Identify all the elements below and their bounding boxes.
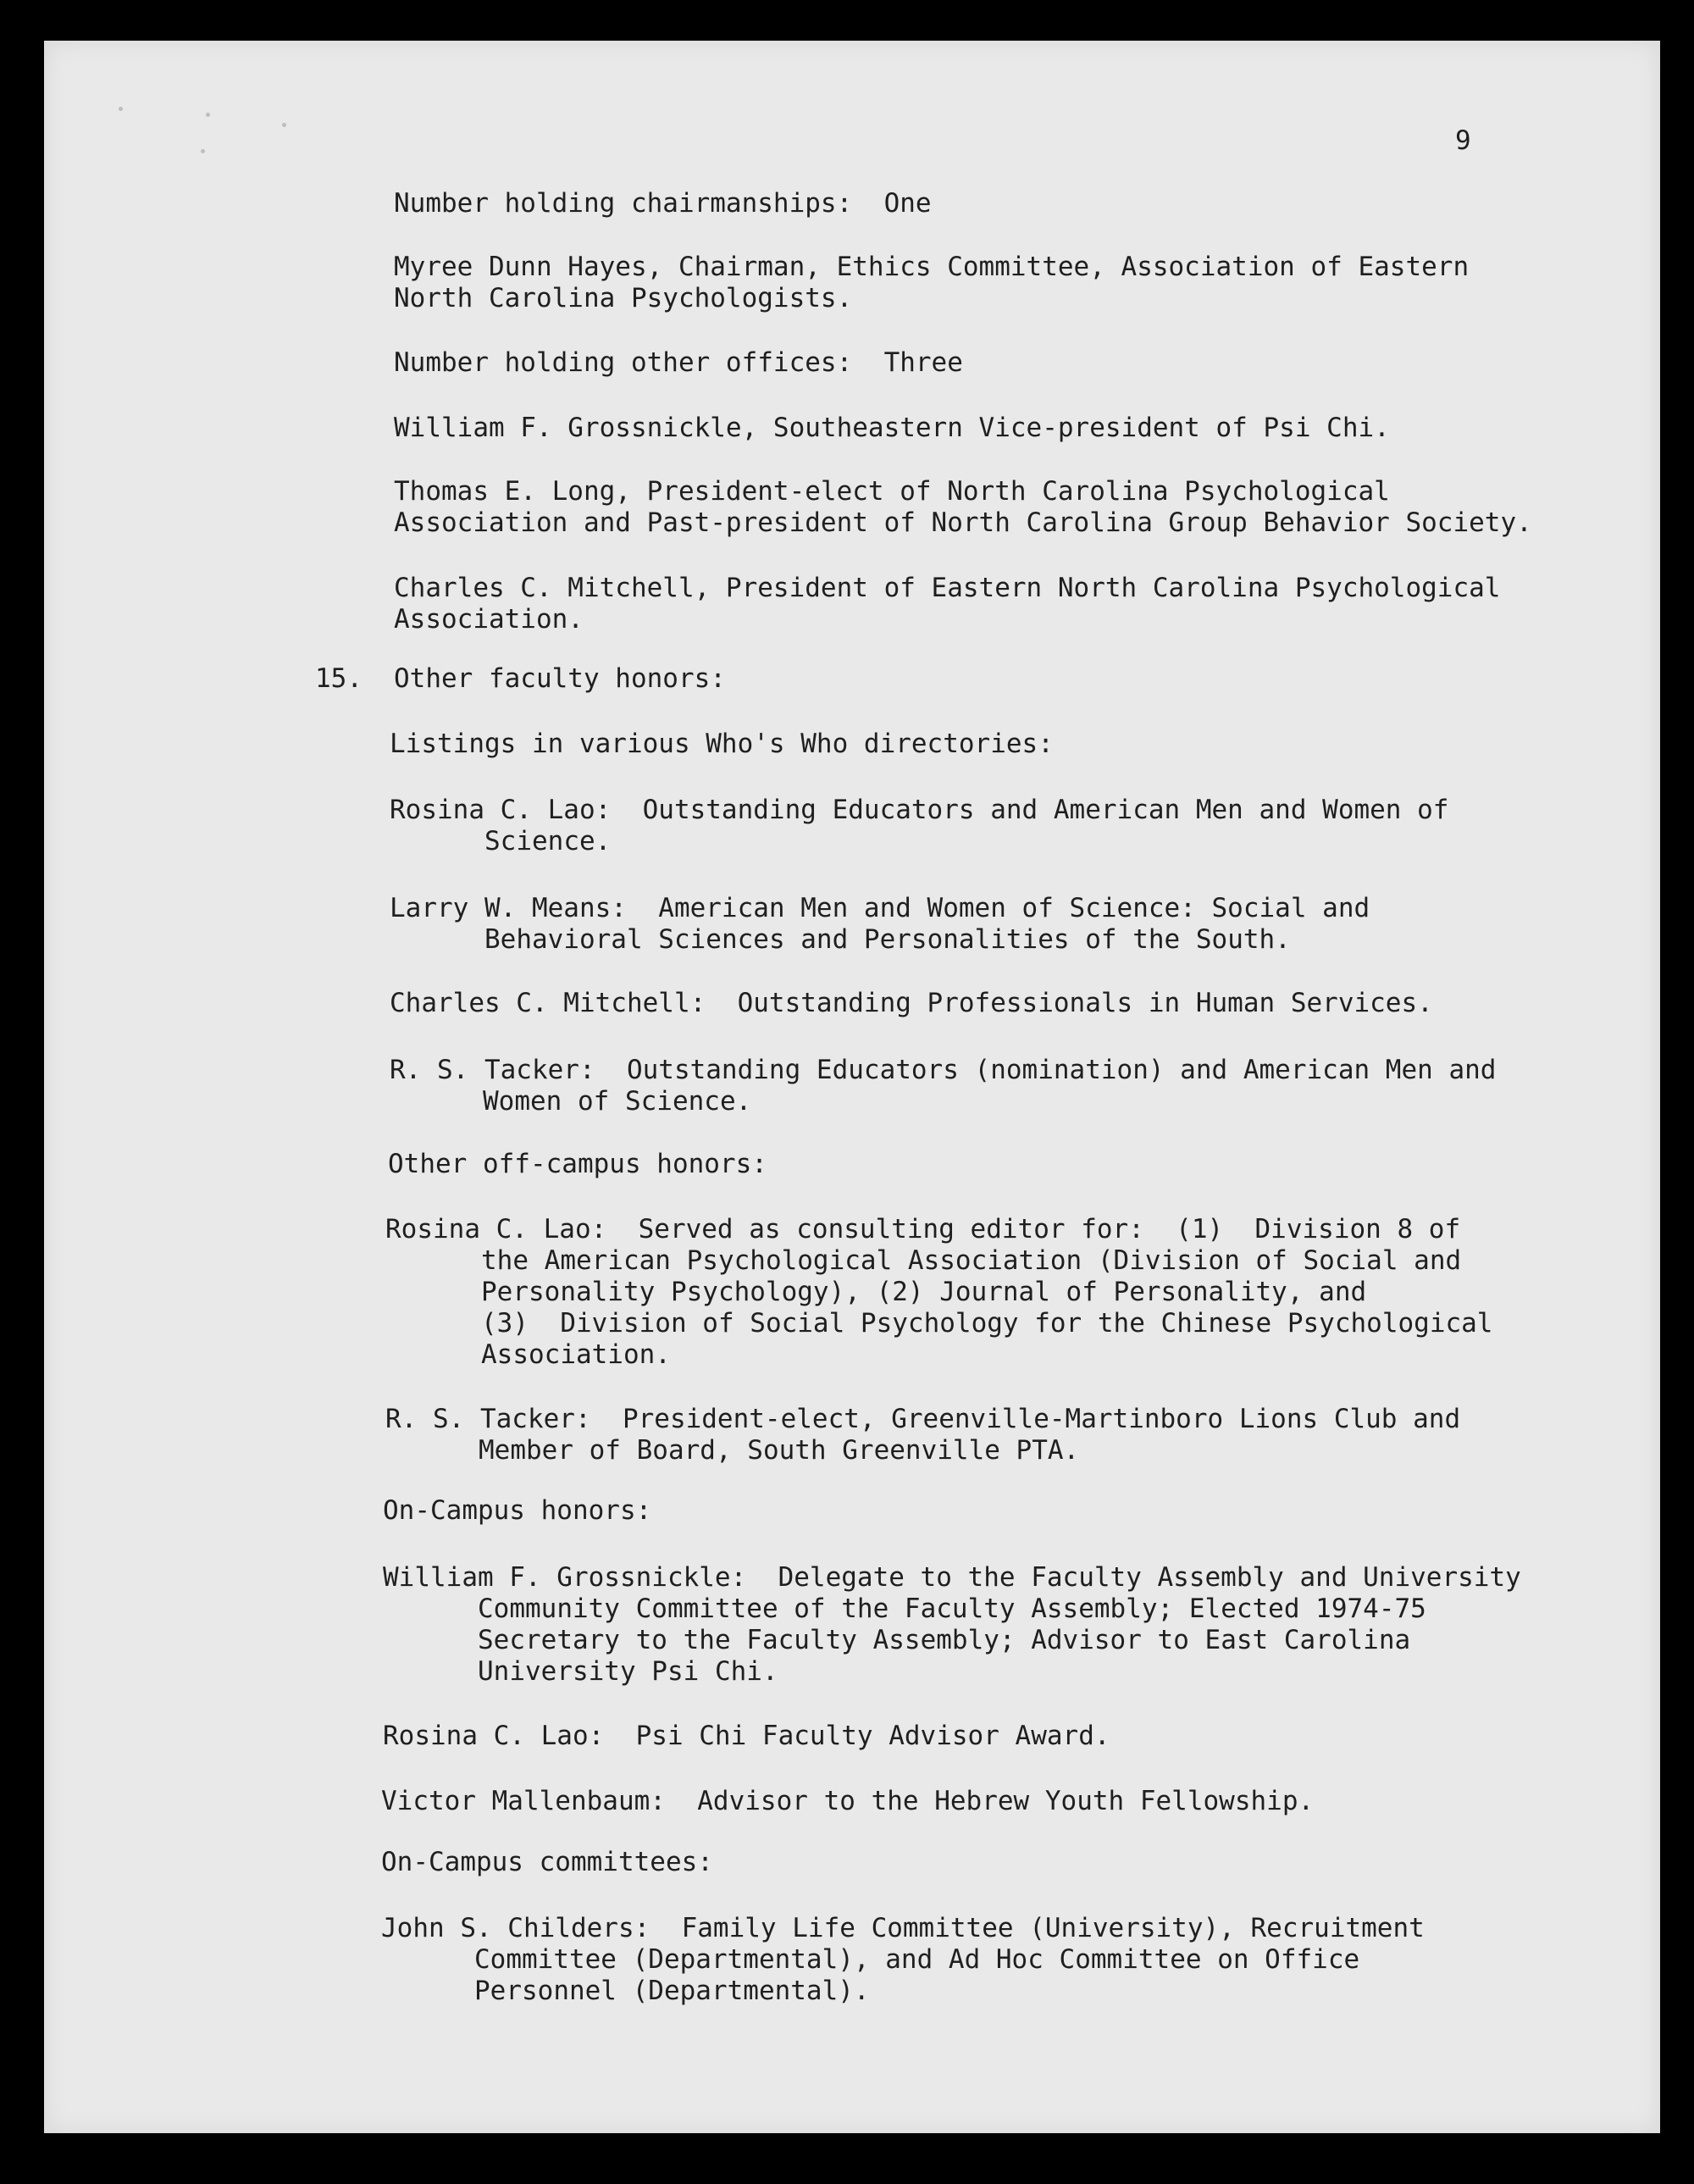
grossnickle-psi-chi: William F. Grossnickle, Southeastern Vice-president of Psi Chi. (394, 413, 1390, 443)
childers-line-2: Committee (Departmental), and Ad Hoc Committee on Office (474, 1944, 1360, 1975)
mallenbaum-line: Victor Mallenbaum: Advisor to the Hebrew Youth Fellowship. (381, 1786, 1315, 1816)
scan-speck (206, 113, 210, 117)
other-faculty-honors-heading: Other faculty honors: (394, 663, 726, 694)
scan-speck (282, 123, 286, 127)
lao-editor-1: Rosina C. Lao: Served as consulting editor for: (1) Division 8 of (385, 1214, 1461, 1244)
lao-editor-4: (3) Division of Social Psychology for the Chinese Psychological (481, 1308, 1493, 1339)
long-line-2: Association and Past-president of North Carolina Group Behavior Society. (394, 507, 1532, 538)
tacker-lions-1: R. S. Tacker: President-elect, Greenville-Martinboro Lions Club and (385, 1404, 1461, 1434)
lao-whos-who-1: Rosina C. Lao: Outstanding Educators and American Men and Women of (390, 795, 1449, 825)
page-number: 9 (1455, 125, 1471, 156)
lao-advisor-award: Rosina C. Lao: Psi Chi Faculty Advisor Award. (383, 1721, 1110, 1751)
off-campus-honors-heading: Other off-campus honors: (388, 1149, 767, 1179)
grossnickle-line-1: William F. Grossnickle: Delegate to the Faculty Assembly and University (383, 1562, 1521, 1593)
childers-line-3: Personnel (Departmental). (474, 1976, 870, 2006)
other-offices-heading: Number holding other offices: Three (394, 347, 963, 378)
childers-line-1: John S. Childers: Family Life Committee (University), Recruitment (381, 1913, 1425, 1943)
whos-who-heading: Listings in various Who's Who directories: (390, 729, 1054, 759)
grossnickle-line-3: Secretary to the Faculty Assembly; Advisor to East Carolina (478, 1625, 1411, 1655)
long-line-1: Thomas E. Long, President-elect of North Carolina Psychological (394, 476, 1390, 507)
lao-whos-who-2: Science. (484, 826, 612, 856)
scan-speck (201, 149, 205, 153)
tacker-whos-who-2: Women of Science. (483, 1086, 752, 1117)
lao-editor-2: the American Psychological Association (Division of Social and (481, 1245, 1462, 1276)
tacker-lions-2: Member of Board, South Greenville PTA. (479, 1435, 1080, 1466)
chairmanships-heading: Number holding chairmanships: One (394, 188, 932, 219)
mitchell-whos-who: Charles C. Mitchell: Outstanding Professionals in Human Services. (390, 988, 1433, 1018)
scan-speck (119, 107, 123, 111)
section-number: 15. (315, 663, 363, 694)
grossnickle-line-2: Community Committee of the Faculty Assembly; Elected 1974-75 (478, 1594, 1426, 1624)
means-line-2: Behavioral Sciences and Personalities of the South. (484, 924, 1291, 955)
tacker-whos-who-1: R. S. Tacker: Outstanding Educators (nomination) and American Men and (390, 1055, 1497, 1085)
hayes-line-1: Myree Dunn Hayes, Chairman, Ethics Committee, Association of Eastern (394, 252, 1470, 282)
lao-editor-3: Personality Psychology), (2) Journal of Personality, and (481, 1277, 1367, 1307)
mitchell-line-1: Charles C. Mitchell, President of Eastern North Carolina Psychological (394, 573, 1501, 603)
on-campus-committees-heading: On-Campus committees: (381, 1847, 713, 1877)
on-campus-honors-heading: On-Campus honors: (383, 1495, 652, 1526)
hayes-line-2: North Carolina Psychologists. (394, 283, 853, 313)
grossnickle-line-4: University Psi Chi. (478, 1656, 778, 1687)
mitchell-line-2: Association. (394, 604, 584, 635)
lao-editor-5: Association. (481, 1339, 671, 1370)
means-line-1: Larry W. Means: American Men and Women of Science: Social and (390, 893, 1370, 923)
